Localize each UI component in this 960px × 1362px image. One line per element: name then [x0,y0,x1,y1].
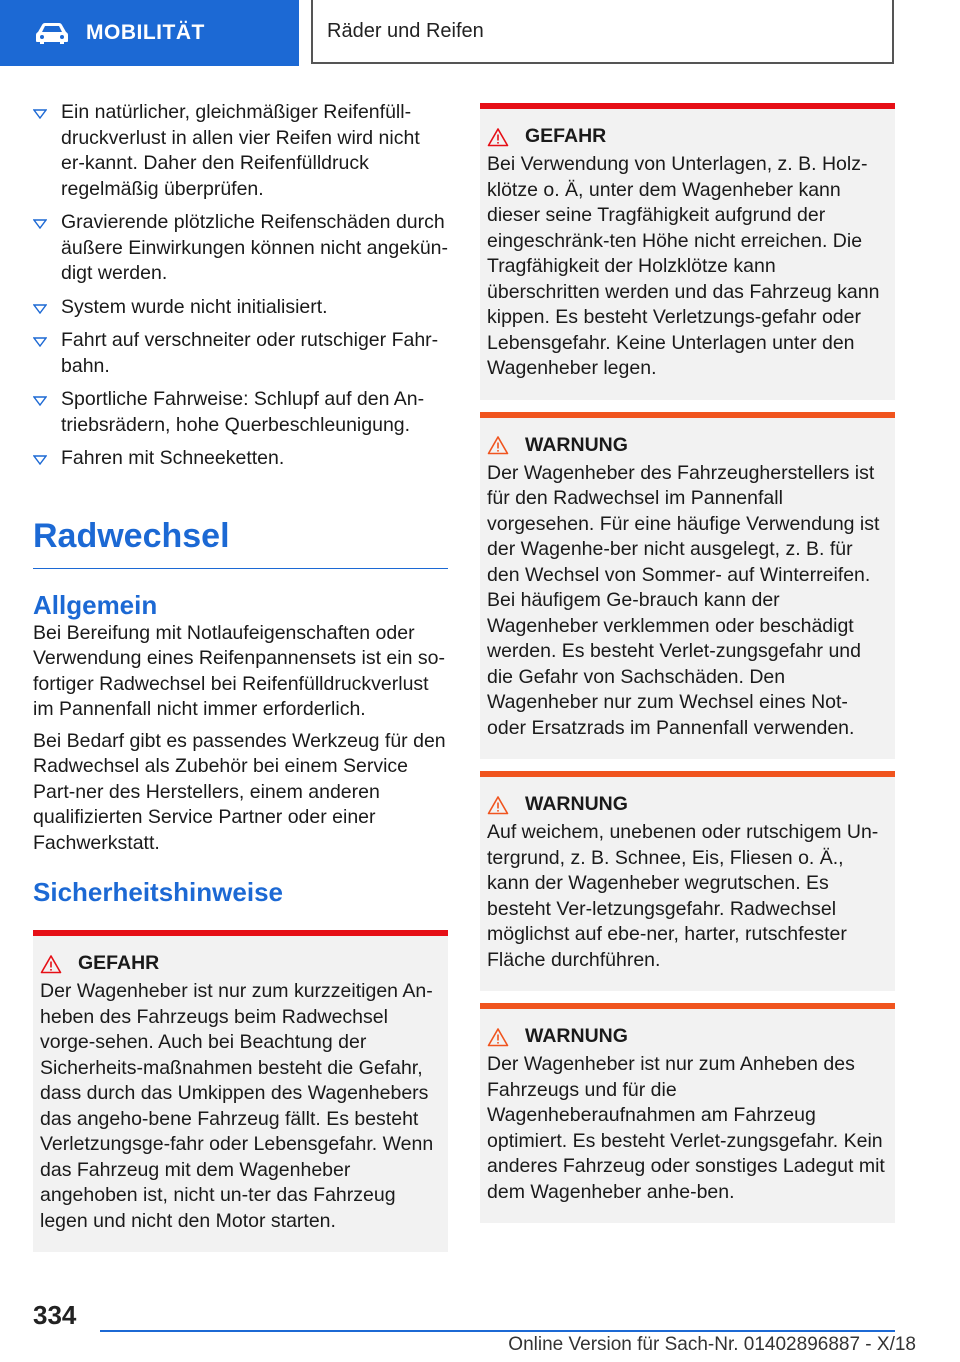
list-item-text: Ein natürlicher, gleichmäßiger Reifenfüll-druckverlust in allen vier Reifen wird nicht er-kannt. Daher den Reifenfülldruck regelmäßig überprüfen. [61,101,420,200]
right-column [480,103,895,1223]
warning-text: Auf weichem, unebenen oder rutschigem Un-tergrund, z. B. Schnee, Eis, Fliesen o. Ä., kann der Wagenheber wegrutschen. Es besteht Ver-letzungsgefahr. Radwechsel möglichst auf ebe-ner, harter, rutschfester Fläche durchführen. [487,821,879,971]
warning-title [487,434,888,457]
paragraph: Bei Bereifung mit Notlaufeigenschaften oder Verwendung eines Reifenpannensets ist ein so-fortiger Radwechsel bei Reifenfülldruckverlust im Pannenfall nicht immer erforderlich. [33,621,445,720]
warning-text: Der Wagenheber des Fahrzeugherstellers ist für den Radwechsel im Pannenfall vorgesehen. Für eine häufige Verwendung ist der Wagenhe-ber nicht ausgelegt, z. B. für den Wechsel von Sommer- auf Winterreifen. Bei häufigem Ge-brauch kann der Wagenheber verklemmen oder beschädigt werden. Es besteht Verlet-zungsgefahr und die Gefahr von Sachschäden. Den Wagenheber nur zum Wechsel eines Not- oder Ersatzrads im Pannenfall verwenden. [487,461,880,739]
list-item-text: Sportliche Fahrweise: Schlupf auf den An-triebsrädern, hohe Querbeschleunigung. [61,388,425,436]
warning-title-text: WARNUNG [525,1025,628,1047]
warning-box [480,771,895,991]
danger-title-text: GEFAHR [525,125,607,147]
triangle-bullet-icon [33,337,47,347]
warning-title-text: WARNUNG [525,433,628,456]
warning-title [487,793,888,816]
list-item-text: Gravierende plötzliche Reifenschäden durch äußere Einwirkungen können nicht angekün-digt werden. [61,211,449,284]
triangle-bullet-icon [33,304,47,314]
warning-triangle-icon [487,435,509,455]
warning-triangle-icon [40,954,62,974]
list-item [33,446,448,472]
warning-box [480,412,895,760]
car-icon [34,21,70,45]
warning-triangle-icon [487,1027,509,1047]
footer-divider [100,1330,895,1332]
page-number: 334 [33,1300,77,1330]
list-item [33,295,448,321]
triangle-bullet-icon [33,396,47,406]
online-version-text: Online Version für Sach-Nr. 01402896887 - X/18 [508,1334,916,1355]
danger-text: Der Wagenheber ist nur zum kurzzeitigen An-heben des Fahrzeugs beim Radwechsel vorge-sehen. Auch bei Beachtung der Sicherheits-maßnahmen besteht die Gefahr, dass durch das Umkippen des Wagenhebers das angeho-bene Fahrzeug fällt. Es besteht Verletzungsge-fahr oder Lebensgefahr. Wenn das Fahrzeug mit dem Wagenheber angehoben ist, nicht un-ter das Fahrzeug legen und nicht den Motor starten. [40,980,434,1232]
warning-title [487,1025,888,1048]
warning-title-text: WARNUNG [525,793,628,815]
chapter-header [311,0,894,64]
warning-box [480,1003,895,1223]
triangle-bullet-icon [33,109,47,119]
danger-text: Bei Verwendung von Unterlagen, z. B. Holz-klötze o. Ä, unter dem Wagenheber kann dieser seine Tragfähigkeit aufgrund der eingeschränk-ten Höhe nicht erreichen. Die Tragfähigkeit der Holzklötze kann überschritten werden und das Fahrzeug kann kippen. Es besteht Verletzungs-gefahr oder Lebensgefahr. Keine Unterlagen unter den Wagenheber legen. [487,153,880,379]
heading-radwechsel: Radwechsel [33,516,448,569]
list-item [33,328,448,379]
list-item-text: Fahren mit Schneeketten. [61,447,285,469]
danger-box [480,103,895,400]
triangle-bullet-icon [33,455,47,465]
bullet-list [33,100,448,472]
list-item [33,210,448,287]
list-item-text: System wurde nicht initialisiert. [61,295,328,318]
list-item-text: Fahrt auf verschneiter oder rutschiger Fahr-bahn. [61,329,439,377]
warning-triangle-icon [487,795,509,815]
list-item [33,100,448,202]
chapter-title: Räder und Reifen [327,19,484,42]
triangle-bullet-icon [33,219,47,229]
danger-box [33,930,448,1252]
left-column [33,100,448,1252]
danger-title-text: GEFAHR [78,952,160,974]
list-item [33,387,448,438]
warning-text: Der Wagenheber ist nur zum Anheben des Fahrzeugs und für die Wagenheberaufnahmen am Fahrzeug optimiert. Es besteht Verlet-zungsgefahr. Kein anderes Fahrzeug oder sonstiges Ladegut mit dem Wagenheber anhe-ben. [487,1053,885,1203]
section-tab[interactable] [0,0,299,66]
section-label: MOBILITÄT [86,21,205,44]
heading-allgemein: Allgemein [33,589,158,620]
paragraph: Bei Bedarf gibt es passendes Werkzeug für den Radwechsel als Zubehör bei einem Service Part-ner des Herstellers, einem anderen qualifizierten Service Partner oder einer Fachwerkstatt. [33,729,446,854]
heading-sicherheitshinweise: Sicherheitshinweise [33,877,283,907]
danger-title [487,125,888,148]
danger-title [40,952,441,975]
warning-triangle-icon [487,127,509,147]
